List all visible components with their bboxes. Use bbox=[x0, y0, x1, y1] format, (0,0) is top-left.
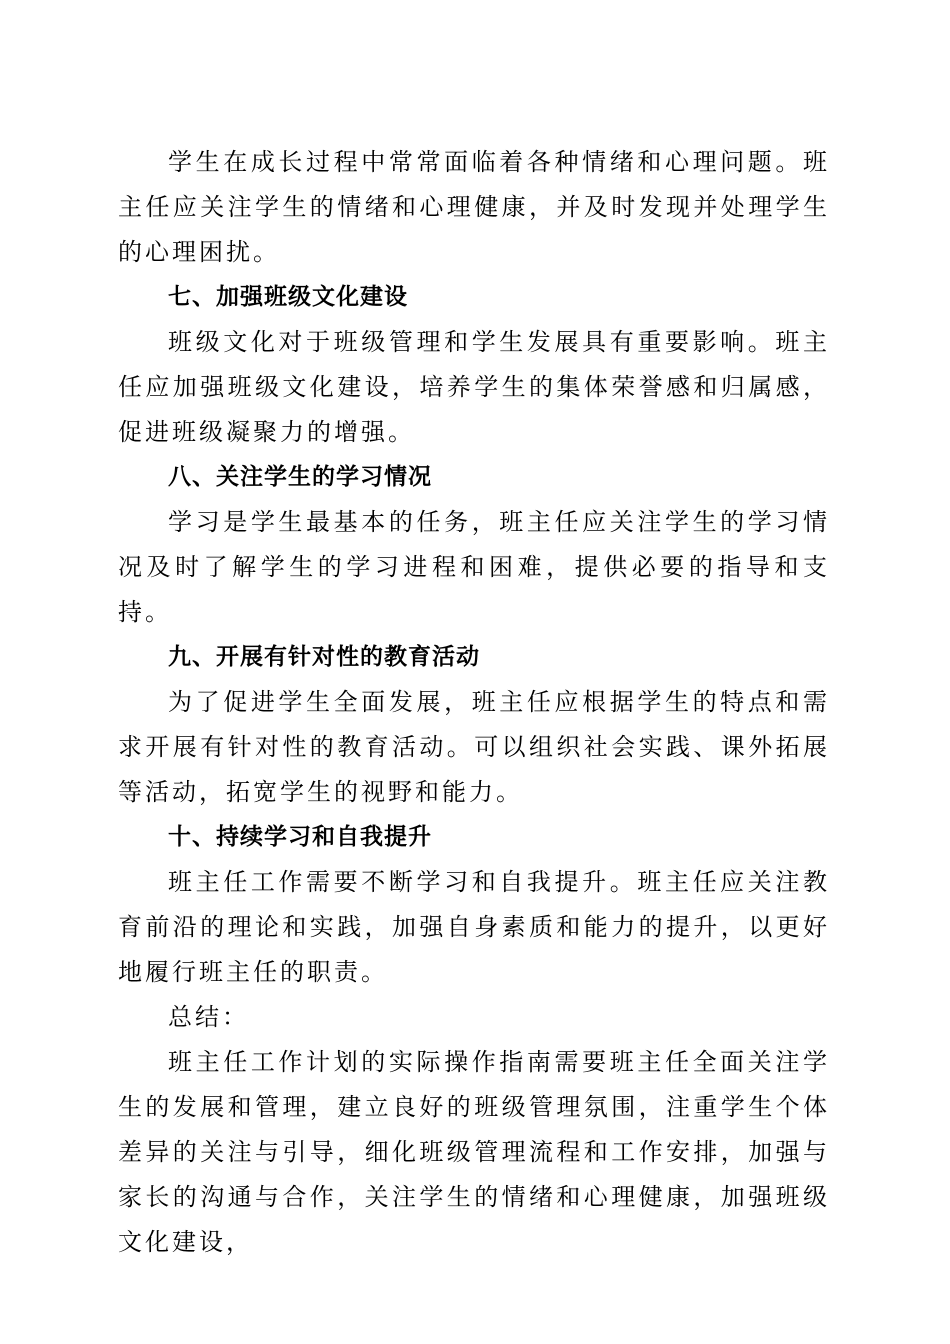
heading-section-10: 十、持续学习和自我提升 bbox=[168, 824, 432, 850]
document-body bbox=[118, 140, 830, 1265]
heading-section-8: 八、关注学生的学习情况 bbox=[168, 464, 432, 490]
paragraph-activities: 为了促进学生全面发展，班主任应根据学生的特点和需求开展有针对性的教育活动。可以组织社会实践、课外拓展等活动，拓宽学生的视野和能力。 bbox=[118, 688, 830, 806]
paragraph-class-culture: 班级文化对于班级管理和学生发展具有重要影响。班主任应加强班级文化建设，培养学生的集体荣誉感和归属感，促进班级凝聚力的增强。 bbox=[118, 328, 830, 446]
heading-section-9: 九、开展有针对性的教育活动 bbox=[168, 644, 480, 670]
paragraph-summary: 班主任工作计划的实际操作指南需要班主任全面关注学生的发展和管理，建立良好的班级管理氛围，注重学生个体差异的关注与引导，细化班级管理流程和工作安排，加强与家长的沟通与合作，关注学生的情绪和心理健康，加强班级文化建设， bbox=[118, 1048, 830, 1256]
paragraph-self-improvement: 班主任工作需要不断学习和自我提升。班主任应关注教育前沿的理论和实践，加强自身素质和能力的提升，以更好地履行班主任的职责。 bbox=[118, 868, 830, 986]
summary-label: 总结： bbox=[168, 1003, 249, 1031]
heading-section-7: 七、加强班级文化建设 bbox=[168, 284, 408, 310]
paragraph-learning: 学习是学生最基本的任务，班主任应关注学生的学习情况及时了解学生的学习进程和困难，提供必要的指导和支持。 bbox=[118, 508, 830, 626]
paragraph-emotional-health: 学生在成长过程中常常面临着各种情绪和心理问题。班主任应关注学生的情绪和心理健康，并及时发现并处理学生的心理困扰。 bbox=[118, 148, 830, 266]
